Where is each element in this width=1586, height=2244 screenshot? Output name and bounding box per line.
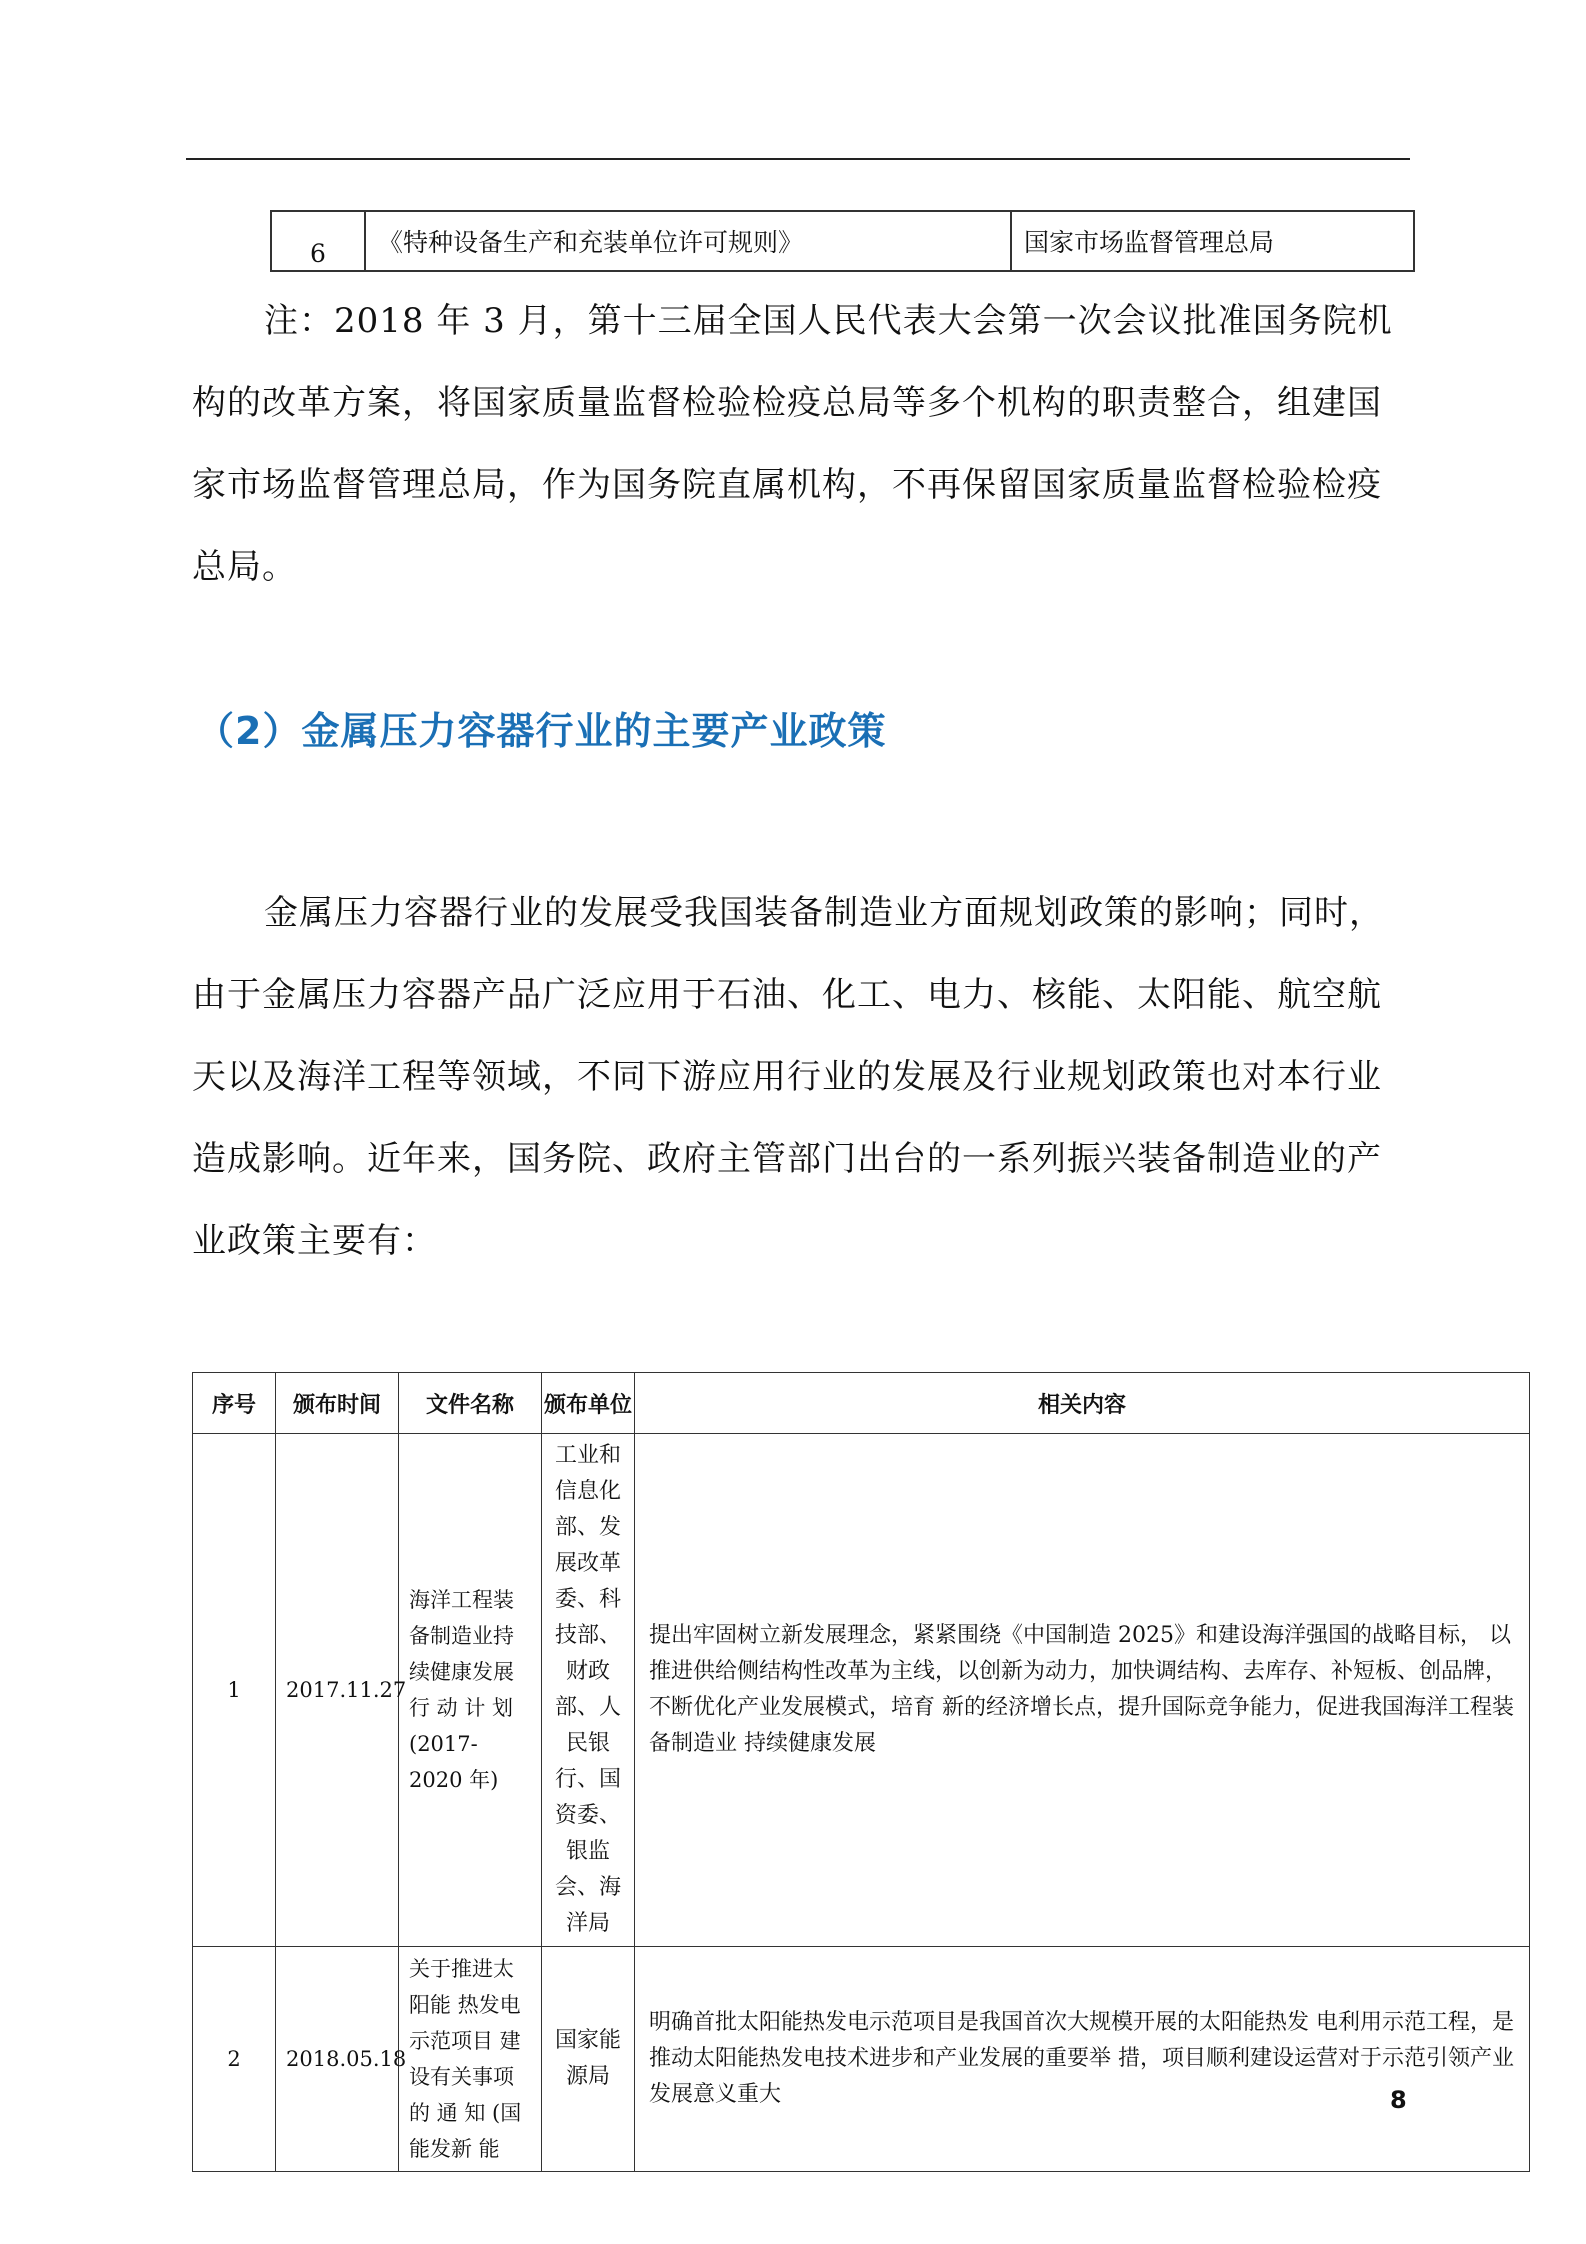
table-row bbox=[193, 1434, 1530, 1947]
page-number: 8 bbox=[1390, 2086, 1407, 2114]
policy-table bbox=[192, 1372, 1530, 2172]
table-row bbox=[193, 1947, 1530, 2172]
row-number: 2 bbox=[193, 1947, 276, 2172]
note-paragraph: 注：2018 年 3 月，第十三届全国人民代表大会第一次会议批准国务院机构的改革方案，将国家质量监督检验检疫总局等多个机构的职责整合，组建国家市场监督管理总局，作为国务院直属机构，不再保留国家质量监督检验检疫总局。 bbox=[192, 301, 1393, 587]
row-issuing-org: 国家能源局 bbox=[542, 1947, 635, 2172]
row-document-name: 关于推进太阳能 热发电示范项目 建设有关事项的 通 知 (国能发新 能 bbox=[399, 1947, 542, 2172]
intro-paragraph: 金属压力容器行业的发展受我国装备制造业方面规划政策的影响；同时，由于金属压力容器产品广泛应用于石油、化工、电力、核能、太阳能、航空航天以及海洋工程等领域，不同下游应用行业的发展及行业规划政策也对本行业造成影响。近年来，国务院、政府主管部门出台的一系列振兴装备制造业的产业政策主要有： bbox=[192, 893, 1384, 1261]
row-document-name: 海洋工程装备制造业持续健康发展 行 动 计 划 (2017-2020 年) bbox=[399, 1434, 542, 1947]
header-no: 序号 bbox=[193, 1373, 276, 1434]
document-name: 《特种设备生产和充装单位许可规则》 bbox=[365, 211, 1011, 271]
continuation-table bbox=[270, 210, 1415, 272]
row-number: 6 bbox=[271, 211, 365, 271]
header-content: 相关内容 bbox=[635, 1373, 1530, 1434]
table-row bbox=[271, 211, 1414, 271]
row-content: 明确首批太阳能热发电示范项目是我国首次大规模开展的太阳能热发 电利用示范工程，是推动太阳能热发电技术进步和产业发展的重要举 措，项目顺利建设运营对于示范引领产业发展意义重大 bbox=[635, 1947, 1530, 2172]
header-date: 颁布时间 bbox=[276, 1373, 399, 1434]
row-date: 2018.05.18 bbox=[276, 1947, 399, 2172]
section-heading: （2）金属压力容器行业的主要产业政策 bbox=[196, 709, 887, 753]
table-header-row bbox=[193, 1373, 1530, 1434]
row-content: 提出牢固树立新发展理念，紧紧围绕《中国制造 2025》和建设海洋强国的战略目标， 以推进供给侧结构性改革为主线，以创新为动力，加快调结构、去库存、补短板、创品牌，不断优化产业发展模式，培育 新的经济增长点，提升国际竞争能力，促进我国海洋工程装备制造业 持续健康发展 bbox=[635, 1434, 1530, 1947]
row-issuing-org: 工业和信息化部、发展改革委、科技部、财政部、人民银行、国资委、银监会、海洋局 bbox=[542, 1434, 635, 1947]
header-org: 颁布单位 bbox=[542, 1373, 635, 1434]
issuing-org: 国家市场监督管理总局 bbox=[1011, 211, 1414, 271]
header-name: 文件名称 bbox=[399, 1373, 542, 1434]
row-number: 1 bbox=[193, 1434, 276, 1947]
header-rule bbox=[186, 158, 1410, 160]
row-date: 2017.11.27 bbox=[276, 1434, 399, 1947]
